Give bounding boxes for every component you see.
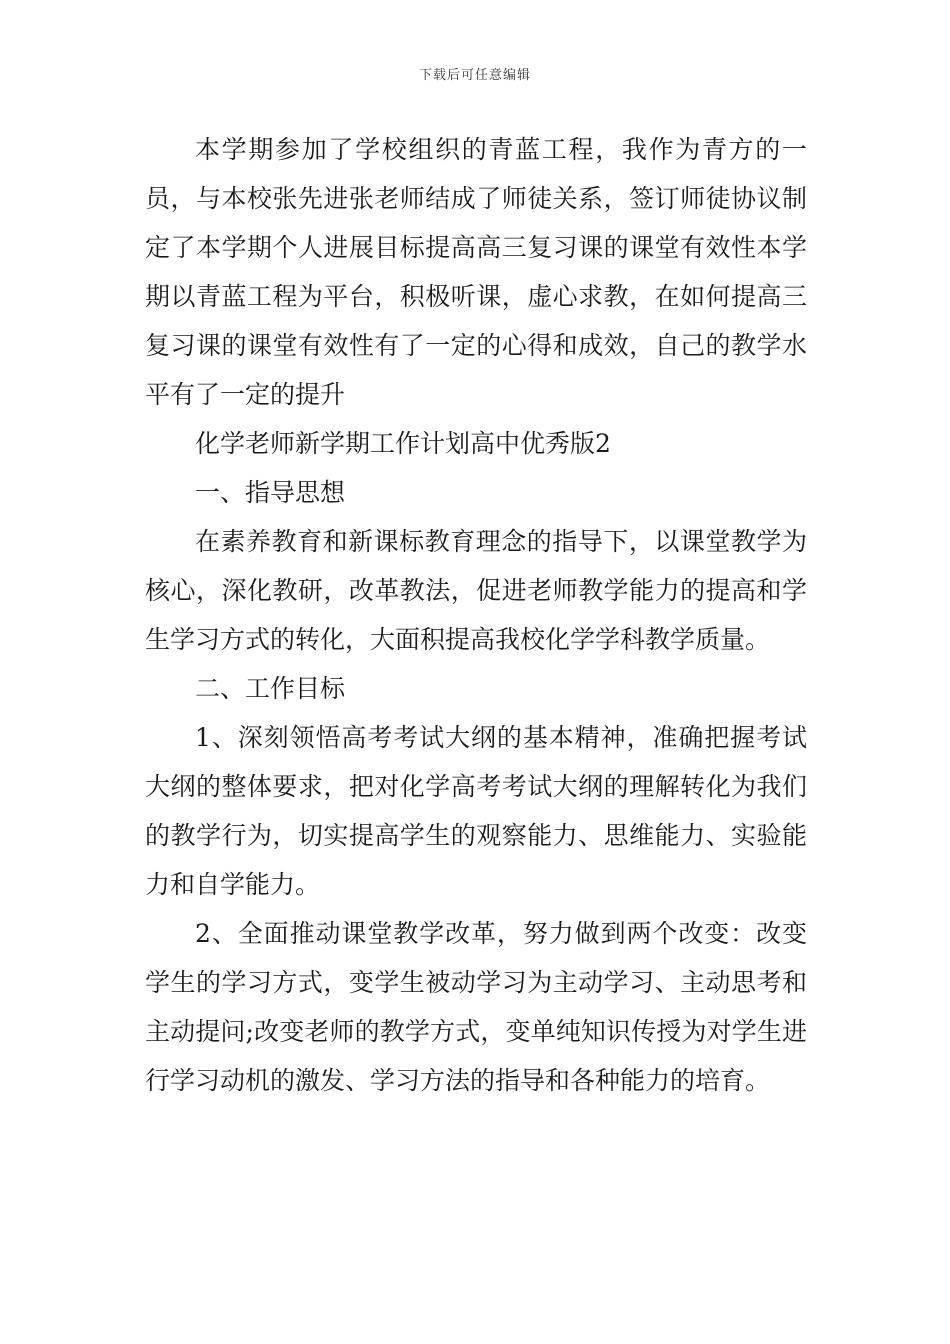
- paragraph-goal-2: 2、全面推动课堂教学改革，努力做到两个改变：改变学生的学习方式，变学生被动学习为主动学习、主动思考和主动提问;改变老师的教学方式，变单纯知识传授为对学生进行学习动机的激发、学习方法的指导和各种能力的培育。: [145, 919, 807, 1095]
- page-header-note: 下载后可任意编辑: [418, 68, 531, 83]
- paragraph-guiding-ideology: 在素养教育和新课标教育理念的指导下，以课堂教学为核心，深化教研，改革教法，促进老师教学能力的提高和学生学习方式的转化，大面积提高我校化学学科教学质量。: [145, 527, 807, 654]
- document-body: [145, 125, 807, 1105]
- heading-work-goals: 二、工作目标: [195, 674, 346, 703]
- section-title: 化学老师新学期工作计划高中优秀版2: [195, 429, 611, 458]
- paragraph-goal-1: 1、深刻领悟高考考试大纲的基本精神，准确把握考试大纲的整体要求，把对化学高考考试大纲的理解转化为我们的教学行为，切实提高学生的观察能力、思维能力、实验能力和自学能力。: [145, 723, 807, 899]
- paragraph-summary: 本学期参加了学校组织的青蓝工程，我作为青方的一员，与本校张先进张老师结成了师徒关系，签订师徒协议制定了本学期个人进展目标提高高三复习课的课堂有效性本学期以青蓝工程为平台，积极听课，虚心求教，在如何提高三复习课的课堂有效性有了一定的心得和成效，自己的教学水平有了一定的提升: [145, 135, 807, 409]
- heading-guiding-ideology: 一、指导思想: [195, 478, 346, 507]
